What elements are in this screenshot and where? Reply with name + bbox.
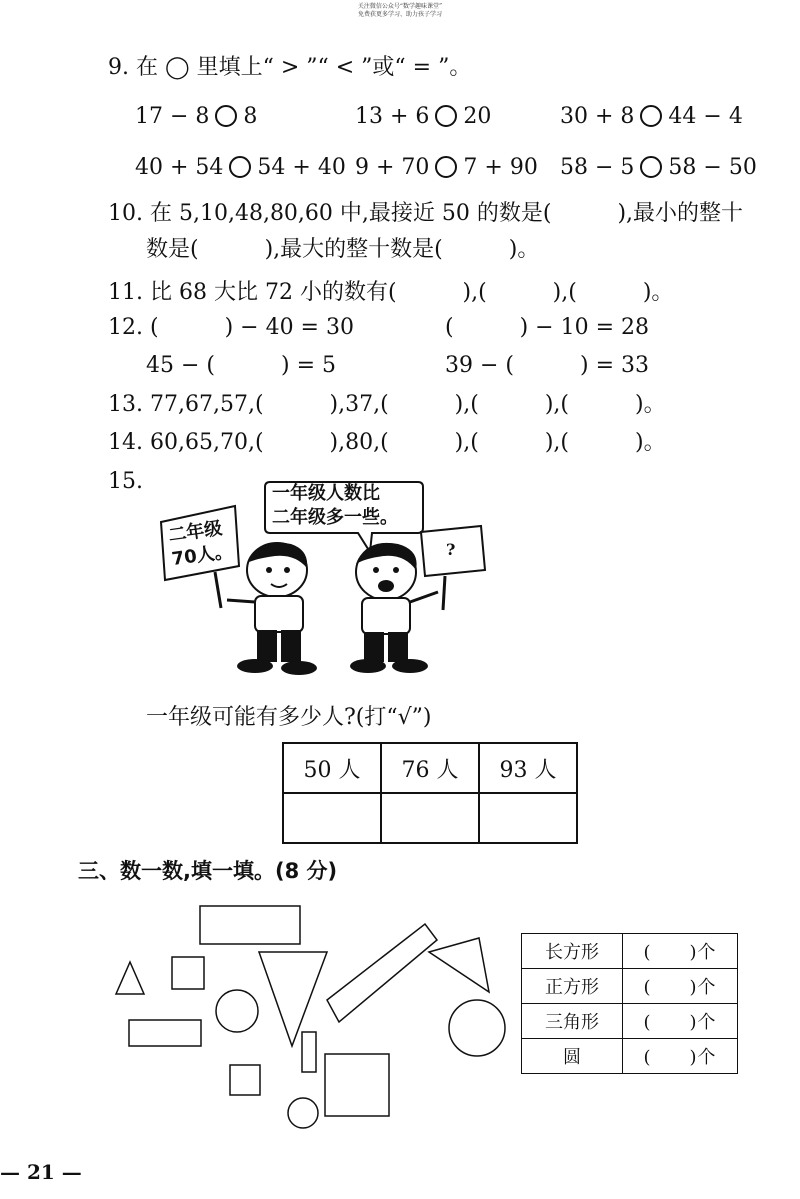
compare-circle[interactable] <box>435 105 457 127</box>
rectangle-shape <box>200 906 300 944</box>
rectangle-shape <box>327 924 437 1022</box>
q11: 11. 比 68 大比 72 小的数有( ),( ),( )。 <box>108 280 674 305</box>
q9-item-right: 7 + 90 <box>463 155 538 180</box>
shape-label: 长方形 <box>522 934 623 969</box>
check-cell[interactable] <box>381 793 479 843</box>
q9-item <box>355 155 538 181</box>
sign-line1: 二年级 <box>167 517 224 547</box>
table-row <box>522 969 738 1004</box>
speech-line1: 一年级人数比 <box>272 483 380 504</box>
q9-item <box>560 155 757 181</box>
triangle-shape <box>116 962 144 994</box>
page-dash-left: — <box>0 1160 27 1184</box>
q12-d: 39 − ( ) = 33 <box>445 353 649 378</box>
count-blank[interactable]: ( )个 <box>623 1039 738 1074</box>
q9-item-left: 40 + 54 <box>135 155 224 180</box>
circle-shape <box>449 1000 505 1056</box>
q9-item <box>560 104 743 130</box>
shape-label: 正方形 <box>522 969 623 1004</box>
q9-item-right: 58 − 50 <box>668 155 757 180</box>
page-dash-right: — <box>54 1160 82 1184</box>
q10-line1: 10. 在 5,10,48,80,60 中,最接近 50 的数是( ),最小的整十 <box>108 201 744 226</box>
q9-title: 9. 在 ◯ 里填上“ > ”“ < ”或“ = ”。 <box>108 55 472 80</box>
q9-item-right: 44 − 4 <box>668 104 743 129</box>
q9-item <box>135 155 346 181</box>
check-cell[interactable] <box>283 793 381 843</box>
speech-text <box>272 482 398 530</box>
sign-line2: 70人。 <box>170 540 234 571</box>
square-shape <box>230 1065 260 1095</box>
q12-c: 45 − ( ) = 5 <box>146 353 336 378</box>
compare-circle[interactable] <box>229 156 251 178</box>
triangle-shape <box>259 952 327 1046</box>
q9-item-right: 54 + 40 <box>257 155 346 180</box>
header-note <box>300 3 500 19</box>
q9-item <box>135 104 257 130</box>
compare-circle[interactable] <box>435 156 457 178</box>
count-blank[interactable]: ( )个 <box>623 1004 738 1039</box>
square-shape <box>172 957 204 989</box>
q9-item <box>355 104 491 130</box>
q9-item-right: 8 <box>243 104 258 129</box>
q9-item-right: 20 <box>463 104 492 129</box>
option-cell: 93 人 <box>479 743 577 793</box>
rectangle-shape <box>302 1032 316 1072</box>
shapes-figure <box>105 900 515 1135</box>
square-shape <box>325 1054 389 1116</box>
q9-item-left: 17 − 8 <box>135 104 210 129</box>
q15-number: 15. <box>108 469 143 494</box>
speech-line2: 二年级多一些。 <box>272 507 398 528</box>
check-cell[interactable] <box>479 793 577 843</box>
circle-shape <box>288 1098 318 1128</box>
q9-item-left: 9 + 70 <box>355 155 430 180</box>
boy-left-illustration <box>215 540 325 680</box>
option-cell: 50 人 <box>283 743 381 793</box>
header-note-line2: 免费获更多学习、助力孩子学习 <box>357 11 442 18</box>
table-row <box>522 934 738 969</box>
shape-label: 圆 <box>522 1039 623 1074</box>
shape-label: 三角形 <box>522 1004 623 1039</box>
count-blank[interactable]: ( )个 <box>623 969 738 1004</box>
table-row <box>522 1039 738 1074</box>
q9-item-left: 13 + 6 <box>355 104 430 129</box>
compare-circle[interactable] <box>640 156 662 178</box>
page-number <box>0 1160 82 1184</box>
triangle-shape <box>429 938 489 992</box>
header-note-line1: 关注微信公众号“数学趣味课堂” <box>357 3 443 10</box>
circle-shape <box>216 990 258 1032</box>
q12-b: ( ) − 10 = 28 <box>445 315 649 340</box>
q12-a: 12. ( ) − 40 = 30 <box>108 315 354 340</box>
q15-choice-table <box>282 742 578 844</box>
compare-circle[interactable] <box>215 105 237 127</box>
table-row <box>522 1004 738 1039</box>
q13: 13. 77,67,57,( ),37,( ),( ),( )。 <box>108 392 666 417</box>
q9-item-left: 30 + 8 <box>560 104 635 129</box>
q15-prompt: 一年级可能有多少人?(打“√”) <box>146 705 432 730</box>
q9-item-left: 58 − 5 <box>560 155 635 180</box>
option-cell: 76 人 <box>381 743 479 793</box>
shape-count-table <box>521 933 738 1074</box>
rectangle-shape <box>129 1020 201 1046</box>
count-blank[interactable]: ( )个 <box>623 934 738 969</box>
boy-right-illustration <box>340 540 450 680</box>
q14: 14. 60,65,70,( ),80,( ),( ),( )。 <box>108 430 666 455</box>
right-sign-question: ? <box>446 540 456 559</box>
q10-line2: 数是( ),最大的整十数是( )。 <box>146 237 540 262</box>
page-number-value: 21 <box>26 1160 55 1184</box>
compare-circle[interactable] <box>640 105 662 127</box>
section3-title: 三、数一数,填一填。(8 分) <box>78 859 338 883</box>
